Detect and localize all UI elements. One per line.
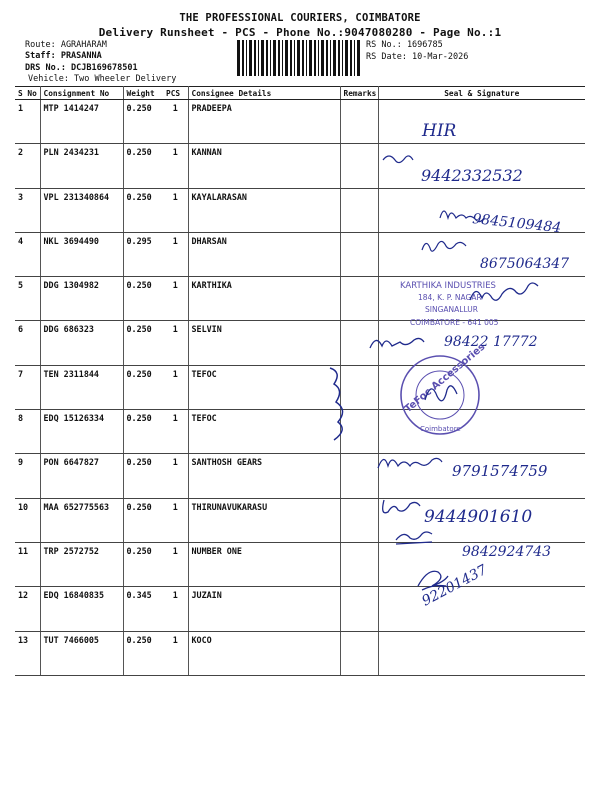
barcode-bar: [258, 40, 259, 76]
row-consignment-no: TEN 2311844: [40, 365, 123, 409]
row-consignment-no: PLN 2434231: [40, 144, 123, 188]
row-weight: 0.250: [123, 542, 163, 586]
row-consignment-no: TRP 2572752: [40, 542, 123, 586]
col-weight: Weight: [123, 87, 163, 100]
barcode-bar: [309, 40, 312, 76]
row-consignment-no: EDQ 15126334: [40, 410, 123, 454]
barcode-bar: [333, 40, 336, 76]
row-seal-signature: [378, 410, 585, 454]
barcode-bar: [345, 40, 348, 76]
barcode-bar: [294, 40, 295, 76]
row-seal-signature: [378, 277, 585, 321]
row-consignment-no: MTP 1414247: [40, 100, 123, 144]
route-label: Route: AGRAHARAM: [25, 40, 107, 50]
row-seal-signature: [378, 144, 585, 188]
row-weight: 0.250: [123, 365, 163, 409]
col-consignee: Consignee Details: [188, 87, 340, 100]
table-header-row: [15, 87, 585, 100]
row-pcs: 1: [163, 454, 188, 498]
stamp-karthika-addr: 184, K. P. NAGAR: [418, 293, 482, 302]
row-weight: 0.250: [123, 321, 163, 365]
barcode-bar: [338, 40, 340, 76]
row-pcs: 1: [163, 542, 188, 586]
row-consignee: NUMBER ONE: [188, 542, 340, 586]
phone-handwritten-9: 9791574759: [452, 462, 548, 480]
row-seal-signature: [378, 232, 585, 276]
row-seal-signature: [378, 542, 585, 586]
stamp-karthika-name: KARTHIKA INDUSTRIES: [400, 281, 496, 291]
barcode-bar: [266, 40, 268, 76]
barcode-bar: [326, 40, 328, 76]
row-consignee: JUZAIN: [188, 587, 340, 631]
row-remarks: [340, 277, 378, 321]
row-seal-signature: [378, 188, 585, 232]
row-consignee: KOCO: [188, 631, 340, 675]
row-pcs: 1: [163, 587, 188, 631]
row-weight: 0.250: [123, 144, 163, 188]
row-sno: 1: [15, 100, 40, 144]
row-consignee: TEFOC: [188, 365, 340, 409]
row-sno: 7: [15, 365, 40, 409]
row-consignment-no: MAA 652775563: [40, 498, 123, 542]
barcode-bar: [282, 40, 283, 76]
row-consignee: TEFOC: [188, 410, 340, 454]
table-row: [15, 542, 585, 586]
phone-handwritten-11: 9842924743: [462, 544, 552, 560]
stamp-tefoc-city: Coimbatore: [420, 425, 461, 433]
barcode-bar: [350, 40, 352, 76]
phone-handwritten-6: 98422 17772: [444, 334, 538, 350]
row-sno: 9: [15, 454, 40, 498]
rs-number: RS No.: 1696785: [366, 40, 443, 50]
barcode-bar: [270, 40, 271, 76]
row-remarks: [340, 631, 378, 675]
staff-label: Staff: PRASANNA: [25, 51, 102, 61]
row-seal-signature: [378, 365, 585, 409]
row-consignee: DHARSAN: [188, 232, 340, 276]
phone-handwritten-2: 9442332532: [421, 166, 523, 185]
stamp-karthika-city: COIMBATORE - 641 005: [410, 318, 499, 327]
row-sno: 8: [15, 410, 40, 454]
row-sno: 13: [15, 631, 40, 675]
row-sno: 2: [15, 144, 40, 188]
stamp-karthika-area: SINGANALLUR: [425, 305, 478, 314]
table-row: [15, 232, 585, 276]
col-remarks: Remarks: [340, 87, 378, 100]
col-consignment: Consignment No: [40, 87, 123, 100]
table-row: [15, 188, 585, 232]
phone-handwritten-3: 9845109484: [471, 211, 562, 237]
row-remarks: [340, 454, 378, 498]
row-pcs: 1: [163, 232, 188, 276]
row-consignment-no: PON 6647827: [40, 454, 123, 498]
barcode-bar: [273, 40, 276, 76]
barcode-bar: [330, 40, 331, 76]
row-remarks: [340, 188, 378, 232]
row-sno: 3: [15, 188, 40, 232]
barcode-bar: [342, 40, 343, 76]
row-pcs: 1: [163, 277, 188, 321]
row-sno: 5: [15, 277, 40, 321]
table-row: [15, 631, 585, 675]
phone-handwritten-12: 92201437: [419, 561, 490, 610]
row-consignment-no: TUT 7466005: [40, 631, 123, 675]
barcode-bar: [246, 40, 247, 76]
barcode-bar: [261, 40, 264, 76]
row-consignee: KANNAN: [188, 144, 340, 188]
table-row: [15, 587, 585, 631]
table-row: [15, 100, 585, 144]
row-weight: 0.345: [123, 587, 163, 631]
row-weight: 0.250: [123, 454, 163, 498]
table-row: [15, 410, 585, 454]
row-seal-signature: [378, 321, 585, 365]
row-pcs: 1: [163, 631, 188, 675]
row-consignment-no: VPL 231340864: [40, 188, 123, 232]
barcode-bar: [285, 40, 288, 76]
table-row: [15, 365, 585, 409]
row-consignee: SELVIN: [188, 321, 340, 365]
barcode-bar: [278, 40, 280, 76]
vehicle-label: Vehicle: Two Wheeler Delivery: [28, 74, 177, 84]
col-seal: Seal & Signature: [378, 87, 585, 100]
row-remarks: [340, 587, 378, 631]
row-weight: 0.250: [123, 100, 163, 144]
row-consignee: KAYALARASAN: [188, 188, 340, 232]
table-row: [15, 321, 585, 365]
row-weight: 0.250: [123, 498, 163, 542]
barcode-bar: [318, 40, 319, 76]
barcode-bar: [321, 40, 324, 76]
table-row: [15, 144, 585, 188]
table-row: [15, 277, 585, 321]
row-remarks: [340, 365, 378, 409]
row-consignment-no: EDQ 16840835: [40, 587, 123, 631]
drs-number: DRS No.: DCJB169678501: [25, 63, 138, 73]
stamp-tefoc-name: TeFoc Accessories: [402, 341, 488, 416]
row-consignee: KARTHIKA: [188, 277, 340, 321]
phone-handwritten-4: 8675064347: [480, 256, 570, 272]
row-weight: 0.250: [123, 277, 163, 321]
row-consignment-no: NKL 3694490: [40, 232, 123, 276]
row-consignee: SANTHOSH GEARS: [188, 454, 340, 498]
row-pcs: 1: [163, 498, 188, 542]
row-sno: 4: [15, 232, 40, 276]
runsheet-title: Delivery Runsheet - PCS - Phone No.:9047080280 - Page No.:1: [98, 26, 502, 39]
row-weight: 0.250: [123, 188, 163, 232]
barcode-bar: [357, 40, 360, 76]
runsheet-table: [15, 86, 585, 676]
barcode-bar: [302, 40, 304, 76]
row-remarks: [340, 321, 378, 365]
row-sno: 11: [15, 542, 40, 586]
barcode-bar: [237, 40, 240, 76]
row-consignee: THIRUNAVUKARASU: [188, 498, 340, 542]
row-weight: 0.250: [123, 631, 163, 675]
barcode-bar: [290, 40, 292, 76]
barcode-bar: [297, 40, 300, 76]
barcode: [237, 40, 362, 76]
row-remarks: [340, 410, 378, 454]
barcode-bar: [314, 40, 316, 76]
row-seal-signature: [378, 498, 585, 542]
row-seal-signature: [378, 631, 585, 675]
barcode-bar: [306, 40, 307, 76]
row-remarks: [340, 232, 378, 276]
row-sno: 12: [15, 587, 40, 631]
row-remarks: [340, 498, 378, 542]
row-remarks: [340, 144, 378, 188]
row-consignment-no: DDG 1304982: [40, 277, 123, 321]
row-weight: 0.250: [123, 410, 163, 454]
row-sno: 10: [15, 498, 40, 542]
rs-date: RS Date: 10-Mar-2026: [366, 52, 469, 62]
col-sno: S No: [15, 87, 40, 100]
row-seal-signature: [378, 454, 585, 498]
barcode-bar: [354, 40, 355, 76]
row-pcs: 1: [163, 100, 188, 144]
row-pcs: 1: [163, 321, 188, 365]
row-seal-signature: [378, 100, 585, 144]
barcode-bar: [254, 40, 256, 76]
row-pcs: 1: [163, 410, 188, 454]
row-seal-signature: [378, 587, 585, 631]
barcode-bar: [242, 40, 244, 76]
company-name: THE PROFESSIONAL COURIERS, COIMBATORE: [179, 12, 421, 24]
row-consignee: PRADEEPA: [188, 100, 340, 144]
signature-hir: HIR: [422, 121, 457, 141]
phone-handwritten-10: 9444901610: [424, 507, 533, 527]
table-row: [15, 454, 585, 498]
row-weight: 0.295: [123, 232, 163, 276]
row-pcs: 1: [163, 144, 188, 188]
table-row: [15, 498, 585, 542]
row-remarks: [340, 100, 378, 144]
barcode-bar: [249, 40, 252, 76]
row-remarks: [340, 542, 378, 586]
row-consignment-no: DDG 686323: [40, 321, 123, 365]
row-sno: 6: [15, 321, 40, 365]
row-pcs: 1: [163, 188, 188, 232]
row-pcs: 1: [163, 365, 188, 409]
col-pcs: PCS: [163, 87, 188, 100]
